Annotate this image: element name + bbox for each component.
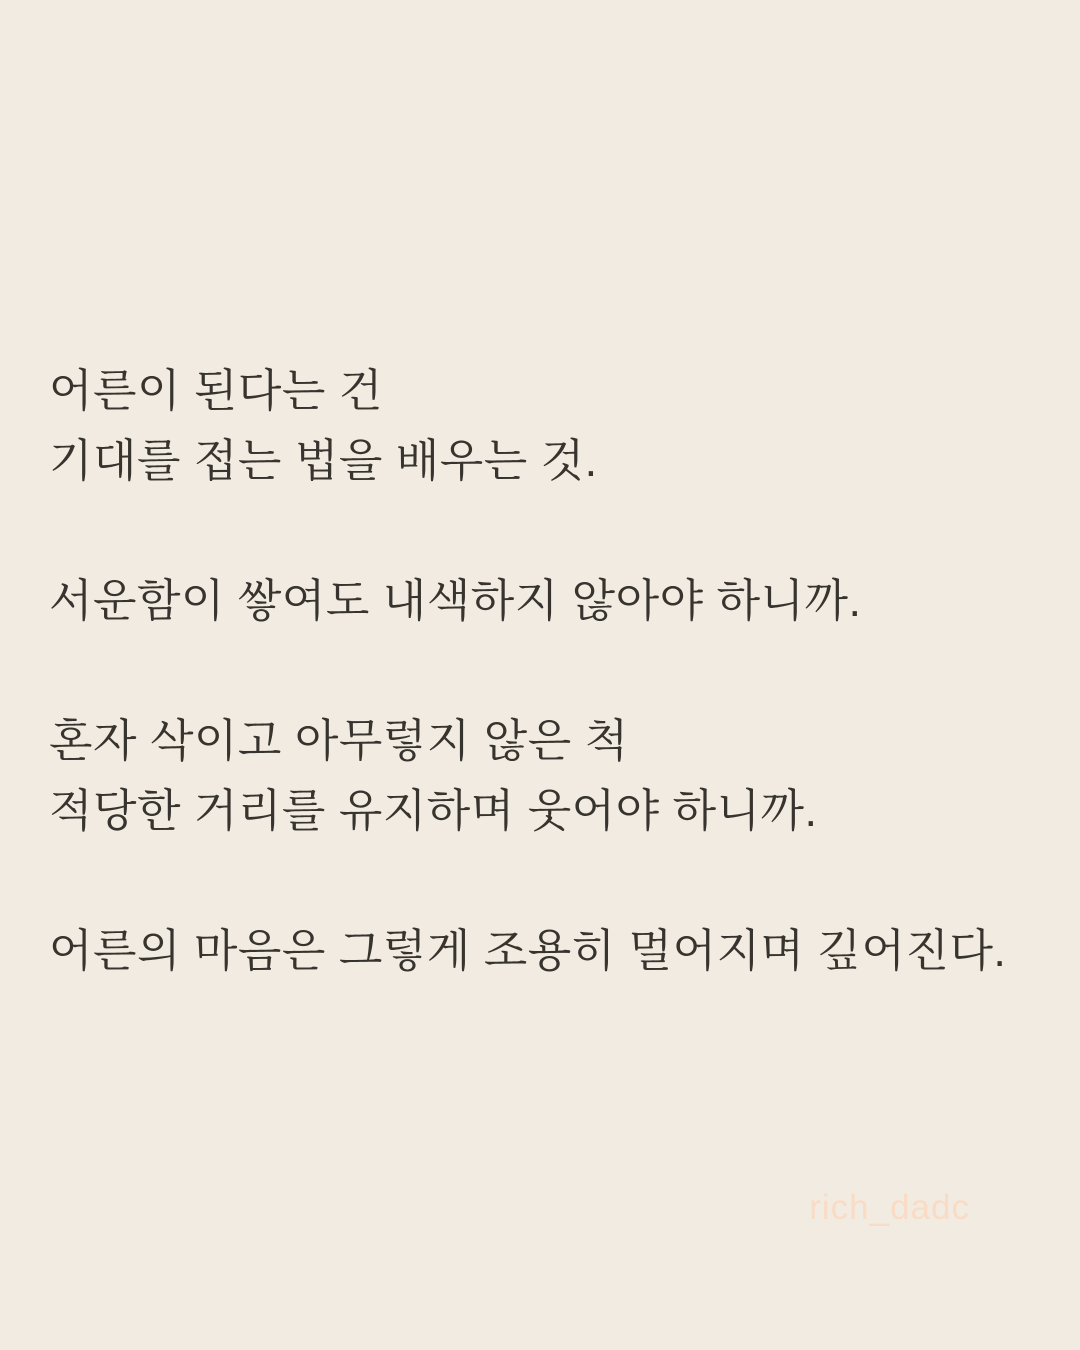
quote-line: 혼자 삭이고 아무렇지 않은 척 — [49, 715, 629, 766]
quote-paragraph — [49, 916, 1040, 986]
quote-line: 어른의 마음은 그렇게 조용히 멀어지며 깊어진다. — [49, 925, 1007, 976]
quote-paragraph — [49, 706, 1040, 846]
quote-line: 서운함이 쌓여도 내색하지 않아야 하니까. — [49, 575, 862, 626]
quote-line: 어른이 된다는 건 — [49, 365, 383, 416]
quote-paragraph — [49, 356, 1040, 496]
quote-text-block — [49, 356, 1040, 986]
watermark-username: rich_dadc — [809, 1188, 970, 1227]
quote-paragraph — [49, 566, 1040, 636]
quote-line: 기대를 접는 법을 배우는 것. — [49, 435, 598, 486]
quote-line: 적당한 거리를 유지하며 웃어야 하니까. — [49, 785, 818, 836]
